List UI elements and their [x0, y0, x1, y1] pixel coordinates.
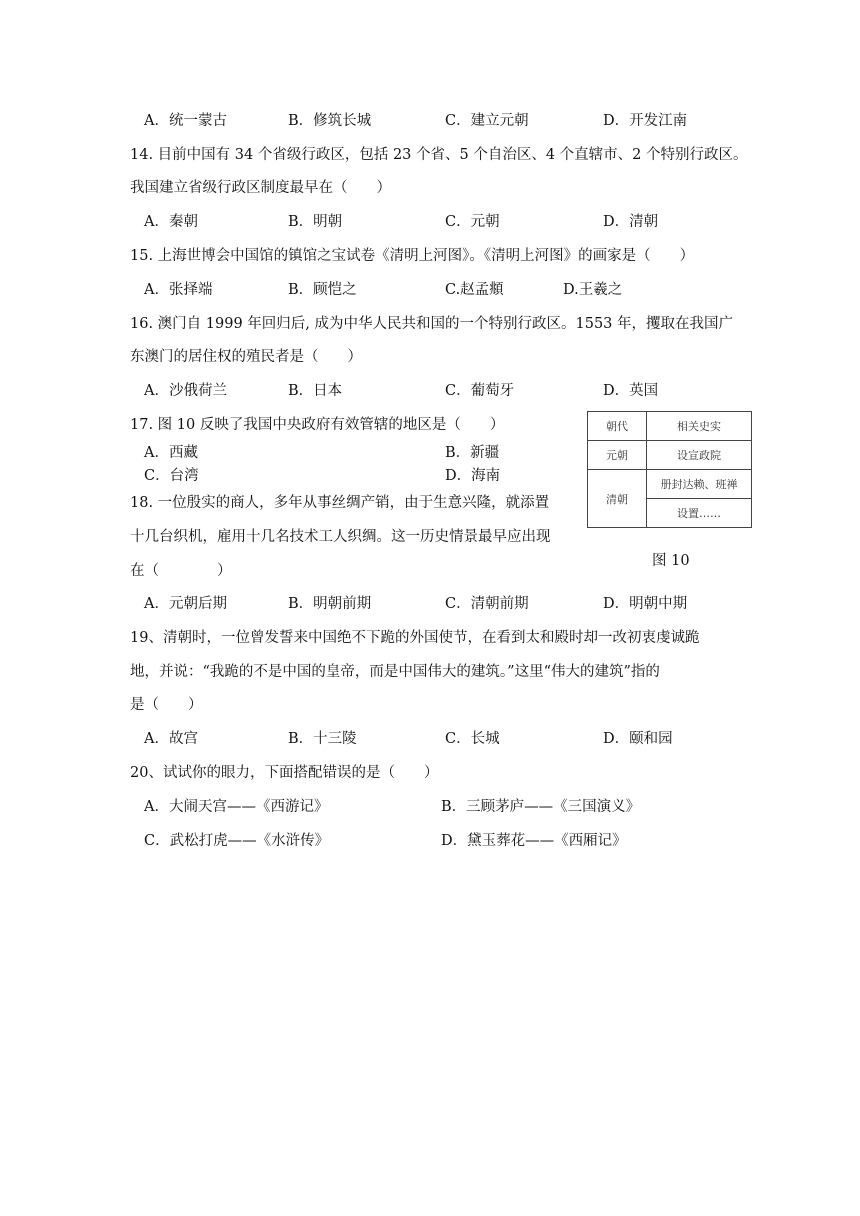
- q19-option-b: B．十三陵: [288, 731, 357, 747]
- q15-option-c: C.赵孟頫: [445, 282, 504, 298]
- q20-option-d: D．黛玉葬花——《西厢记》: [441, 833, 627, 849]
- q19-stem-line1: 19、清朝时，一位曾发誓来中国绝不下跪的外国使节，在看到太和殿时却一改初衷虔诚跪: [130, 630, 700, 646]
- q14-stem-line1: 14. 目前中国有 34 个省级行政区，包括 23 个省、5 个自治区、4 个直辖市、2 个特别行政区。: [130, 147, 748, 163]
- q20-stem-line1: 20、试试你的眼力，下面搭配错误的是（ ）: [130, 765, 439, 781]
- figure-10-header-row: [588, 412, 752, 441]
- q20-option-c: C．武松打虎——《水浒传》: [144, 833, 330, 849]
- figure-10-fact-yuan: 设宣政院: [647, 441, 752, 470]
- figure-10-fact-qing-2: 设置……: [647, 499, 752, 528]
- q15-option-b: B．顾恺之: [288, 282, 357, 298]
- q17-option-c: C．台湾: [144, 468, 199, 484]
- q14-option-c: C．元朝: [445, 214, 500, 230]
- figure-10-row-qing-1: [588, 470, 752, 499]
- figure-10-dynasty-yuan: 元朝: [588, 441, 647, 470]
- q17-option-a: A．西藏: [144, 445, 198, 461]
- q16-option-c: C．葡萄牙: [445, 383, 515, 399]
- figure-10-dynasty-qing: 清朝: [588, 470, 647, 528]
- q14-stem-line2: 我国建立省级行政区制度最早在（ ）: [130, 180, 391, 196]
- q16-stem-line1: 16. 澳门自 1999 年回归后, 成为中华人民共和国的一个特别行政区。1553 年，攫取在我国广: [130, 316, 734, 332]
- q14-option-d: D．清朝: [603, 214, 659, 230]
- q19-stem-line3: 是（ ）: [130, 697, 203, 713]
- q18-stem-line3: 在（ ）: [130, 563, 232, 579]
- q18-option-b: B．明朝前期: [288, 596, 372, 612]
- q13-option-d: D．开发江南: [603, 113, 688, 129]
- figure-10-header-facts: 相关史实: [647, 412, 752, 441]
- q18-option-c: C．清朝前期: [445, 596, 529, 612]
- q15-option-d: D.王羲之: [563, 282, 623, 298]
- q19-option-a: A．故宫: [144, 731, 198, 747]
- q16-option-d: D．英国: [603, 383, 659, 399]
- q17-stem-line1: 17. 图 10 反映了我国中央政府有效管辖的地区是（ ）: [130, 417, 505, 433]
- q13-option-b: B．修筑长城: [288, 113, 372, 129]
- q19-option-c: C．长城: [445, 731, 500, 747]
- q14-option-a: A．秦朝: [144, 214, 198, 230]
- q13-option-a: A．统一蒙古: [144, 113, 227, 129]
- q15-stem-line1: 15. 上海世博会中国馆的镇馆之宝试卷《清明上河图》。《清明上河图》的画家是（ ）: [130, 248, 695, 264]
- q14-option-b: B．明朝: [288, 214, 343, 230]
- q13-option-c: C．建立元朝: [445, 113, 529, 129]
- figure-10-row-yuan: [588, 441, 752, 470]
- figure-10-caption: 图 10: [652, 553, 690, 569]
- q19-stem-line2: 地，并说：“我跪的不是中国的皇帝，而是中国伟大的建筑。”这里“伟大的建筑”指的: [130, 664, 660, 680]
- q16-option-a: A．沙俄荷兰: [144, 383, 227, 399]
- figure-10-fact-qing-1: 册封达赖、班禅: [647, 470, 752, 499]
- q19-option-d: D．颐和园: [603, 731, 673, 747]
- q15-option-a: A．张择端: [144, 282, 213, 298]
- q20-option-b: B．三顾茅庐——《三国演义》: [441, 799, 641, 815]
- q18-option-d: D．明朝中期: [603, 596, 688, 612]
- figure-10-table: [587, 411, 752, 528]
- q18-stem-line1: 18. 一位殷实的商人，多年从事丝绸产销，由于生意兴隆，就添置: [130, 495, 550, 511]
- q18-stem-line2: 十几台织机，雇用十几名技术工人织绸。这一历史情景最早应出现: [130, 529, 551, 545]
- figure-10-header-dynasty: 朝代: [588, 412, 647, 441]
- q16-option-b: B．日本: [288, 383, 343, 399]
- q18-option-a: A．元朝后期: [144, 596, 227, 612]
- q20-option-a: A．大闹天宫——《西游记》: [144, 799, 329, 815]
- q17-option-b: B．新疆: [445, 445, 500, 461]
- q16-stem-line2: 东澳门的居住权的殖民者是（ ）: [130, 349, 362, 365]
- q17-option-d: D．海南: [445, 468, 501, 484]
